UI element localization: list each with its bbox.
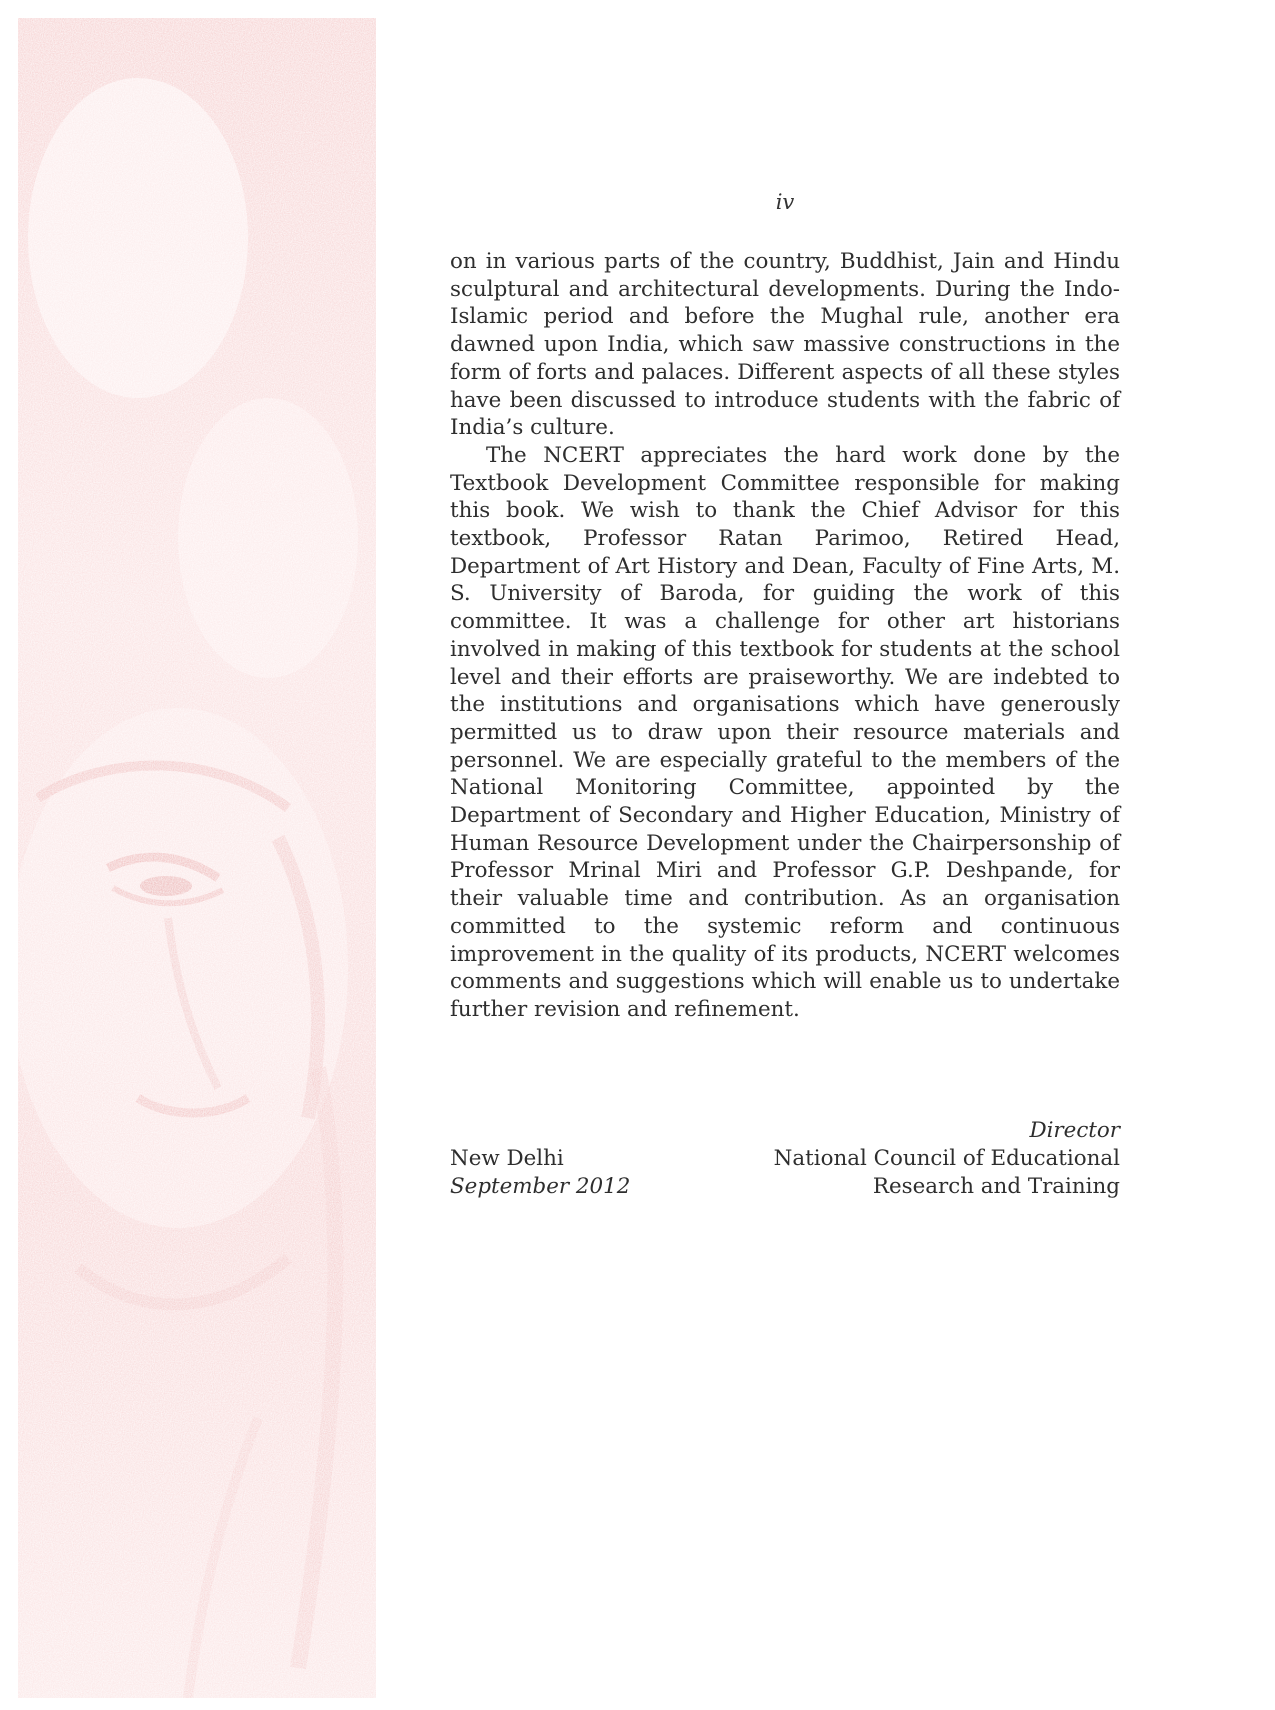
page-number: iv — [775, 190, 795, 214]
signature-block — [450, 1117, 1120, 1201]
signatory-title: Director — [1029, 1118, 1120, 1143]
paragraph-2: The NCERT appreciates the hard work done by the Textbook Development Committee responsible for making this book. We wish to thank the Chief Advisor for this textbook, Professor Ratan Parimoo, Retired Head, Department of Art History and Dean, Faculty of Fine Arts, M. S. University of Baroda, for guiding the work of this committee. It was a challenge for other art historians involved in making of this textbook for students at the school level and their efforts are praiseworthy. We are indebted to the institutions and organisations which have generously permitted us to draw upon their resource materials and personnel. We are especially grateful to the members of the National Monitoring Committee, appointed by the Department of Secondary and Higher Education, Ministry of Human Resource Development under the Chairpersonship of Professor Mrinal Miri and Professor G.P. Deshpande, for their valuable time and contribution. As an organisation committed to the systemic reform and continuous improvement in the quality of its products, NCERT welcomes comments and suggestions which will enable us to undertake further revision and refinement. — [450, 442, 1120, 1022]
decorative-side-band — [18, 18, 376, 1698]
foreword-body — [450, 248, 1120, 1024]
place: New Delhi — [450, 1146, 564, 1171]
paragraph-1: on in various parts of the country, Buddhist, Jain and Hindu sculptural and architectural developments. During the Indo-Islamic period and before the Mughal rule, another era dawned upon India, which saw massive constructions in the form of forts and palaces. Different aspects of all these styles have been discussed to introduce students with the fabric of India’s culture. — [450, 249, 1120, 441]
sculpture-face-illustration — [18, 18, 376, 1698]
date: September 2012 — [450, 1174, 631, 1199]
organisation-line-1: National Council of Educational — [773, 1146, 1120, 1171]
organisation-line-2: Research and Training — [872, 1174, 1120, 1199]
